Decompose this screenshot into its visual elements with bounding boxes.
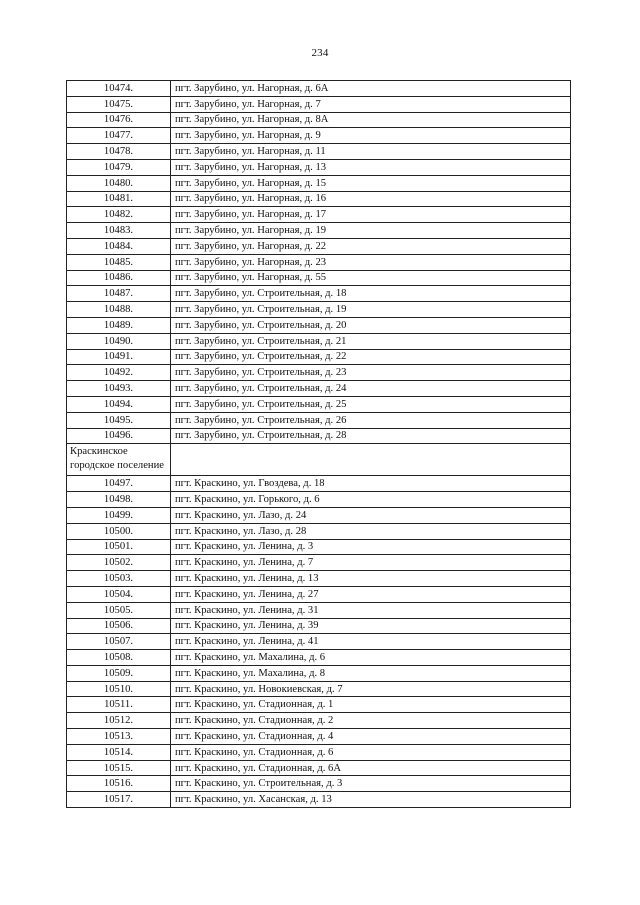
- table-row: [67, 507, 571, 523]
- row-number: 10514.: [67, 744, 171, 760]
- row-address: пгт. Зарубино, ул. Нагорная, д. 22: [171, 238, 571, 254]
- row-number: 10510.: [67, 681, 171, 697]
- row-number: 10498.: [67, 492, 171, 508]
- table-row: [67, 286, 571, 302]
- row-address: пгт. Краскино, ул. Стадионная, д. 2: [171, 713, 571, 729]
- row-number: 10494.: [67, 396, 171, 412]
- row-address: пгт. Зарубино, ул. Строительная, д. 23: [171, 365, 571, 381]
- row-address: пгт. Зарубино, ул. Нагорная, д. 16: [171, 191, 571, 207]
- row-number: 10504.: [67, 586, 171, 602]
- row-number: 10489.: [67, 317, 171, 333]
- row-number: 10483.: [67, 223, 171, 239]
- table-row: [67, 729, 571, 745]
- row-number: 10517.: [67, 792, 171, 808]
- row-number: 10506.: [67, 618, 171, 634]
- row-address: пгт. Краскино, ул. Махалина, д. 6: [171, 650, 571, 666]
- row-number: 10505.: [67, 602, 171, 618]
- row-number: 10493.: [67, 381, 171, 397]
- row-number: 10515.: [67, 760, 171, 776]
- row-address: пгт. Краскино, ул. Стадионная, д. 6А: [171, 760, 571, 776]
- row-address: пгт. Краскино, ул. Гвоздева, д. 18: [171, 476, 571, 492]
- table-body-zarubino: [67, 81, 571, 444]
- row-number: 10475.: [67, 96, 171, 112]
- table-row: [67, 381, 571, 397]
- row-address: пгт. Краскино, ул. Ленина, д. 13: [171, 571, 571, 587]
- table-row: [67, 650, 571, 666]
- row-address: пгт. Зарубино, ул. Строительная, д. 18: [171, 286, 571, 302]
- row-address: пгт. Краскино, ул. Ленина, д. 31: [171, 602, 571, 618]
- row-address: пгт. Зарубино, ул. Строительная, д. 25: [171, 396, 571, 412]
- row-address: пгт. Краскино, ул. Ленина, д. 39: [171, 618, 571, 634]
- table-row: [67, 159, 571, 175]
- row-number: 10516.: [67, 776, 171, 792]
- table-row: [67, 428, 571, 444]
- row-address: пгт. Краскино, ул. Ленина, д. 27: [171, 586, 571, 602]
- table-row: [67, 302, 571, 318]
- row-address: пгт. Зарубино, ул. Строительная, д. 28: [171, 428, 571, 444]
- row-number: 10507.: [67, 634, 171, 650]
- row-address: пгт. Зарубино, ул. Нагорная, д. 8А: [171, 112, 571, 128]
- row-number: 10502.: [67, 555, 171, 571]
- table-row: [67, 396, 571, 412]
- row-number: 10484.: [67, 238, 171, 254]
- table-row: [67, 555, 571, 571]
- page-number: 234: [311, 47, 329, 59]
- table-row: [67, 317, 571, 333]
- row-address: пгт. Зарубино, ул. Строительная, д. 22: [171, 349, 571, 365]
- table-row: [67, 618, 571, 634]
- table-row: [67, 96, 571, 112]
- row-address: пгт. Зарубино, ул. Нагорная, д. 11: [171, 144, 571, 160]
- row-address: пгт. Краскино, ул. Махалина, д. 8: [171, 665, 571, 681]
- row-number: 10486.: [67, 270, 171, 286]
- row-address: пгт. Краскино, ул. Ленина, д. 41: [171, 634, 571, 650]
- table-row: [67, 365, 571, 381]
- row-address: пгт. Зарубино, ул. Нагорная, д. 15: [171, 175, 571, 191]
- row-number: 10476.: [67, 112, 171, 128]
- row-number: 10479.: [67, 159, 171, 175]
- row-number: 10499.: [67, 507, 171, 523]
- table-row: [67, 191, 571, 207]
- table-row: [67, 175, 571, 191]
- row-address: пгт. Зарубино, ул. Нагорная, д. 55: [171, 270, 571, 286]
- row-address: пгт. Зарубино, ул. Нагорная, д. 19: [171, 223, 571, 239]
- row-number: 10496.: [67, 428, 171, 444]
- row-number: 10490.: [67, 333, 171, 349]
- table-row: [67, 713, 571, 729]
- row-address: пгт. Краскино, ул. Лазо, д. 24: [171, 507, 571, 523]
- table-row: [67, 270, 571, 286]
- table-row: [67, 697, 571, 713]
- table-row: [67, 333, 571, 349]
- table-row: [67, 571, 571, 587]
- row-number: 10497.: [67, 476, 171, 492]
- row-number: 10487.: [67, 286, 171, 302]
- row-number: 10509.: [67, 665, 171, 681]
- table-row: [67, 412, 571, 428]
- table-row: [67, 792, 571, 808]
- table-row: [67, 744, 571, 760]
- row-number: 10485.: [67, 254, 171, 270]
- table-row: [67, 586, 571, 602]
- row-number: 10491.: [67, 349, 171, 365]
- row-address: пгт. Краскино, ул. Стадионная, д. 4: [171, 729, 571, 745]
- row-number: 10501.: [67, 539, 171, 555]
- row-address: пгт. Краскино, ул. Ленина, д. 3: [171, 539, 571, 555]
- row-address: пгт. Краскино, ул. Хасанская, д. 13: [171, 792, 571, 808]
- row-address: пгт. Зарубино, ул. Нагорная, д. 17: [171, 207, 571, 223]
- row-address: пгт. Зарубино, ул. Нагорная, д. 9: [171, 128, 571, 144]
- row-address: пгт. Зарубино, ул. Строительная, д. 20: [171, 317, 571, 333]
- row-address: пгт. Зарубино, ул. Нагорная, д. 23: [171, 254, 571, 270]
- row-number: 10513.: [67, 729, 171, 745]
- table-section: [67, 444, 571, 476]
- row-address: пгт. Зарубино, ул. Строительная, д. 21: [171, 333, 571, 349]
- table-row: [67, 476, 571, 492]
- row-address: пгт. Краскино, ул. Горького, д. 6: [171, 492, 571, 508]
- row-address: пгт. Краскино, ул. Лазо, д. 28: [171, 523, 571, 539]
- row-address: пгт. Краскино, ул. Ленина, д. 7: [171, 555, 571, 571]
- row-address: пгт. Зарубино, ул. Нагорная, д. 6А: [171, 81, 571, 97]
- row-number: 10477.: [67, 128, 171, 144]
- row-number: 10503.: [67, 571, 171, 587]
- row-address: пгт. Зарубино, ул. Строительная, д. 24: [171, 381, 571, 397]
- row-address: пгт. Краскино, ул. Стадионная, д. 1: [171, 697, 571, 713]
- address-table: [66, 80, 571, 808]
- table-row: [67, 602, 571, 618]
- table-row: [67, 207, 571, 223]
- table-row: [67, 349, 571, 365]
- table-row: [67, 112, 571, 128]
- row-number: 10474.: [67, 81, 171, 97]
- table-row: [67, 238, 571, 254]
- row-address: пгт. Зарубино, ул. Строительная, д. 26: [171, 412, 571, 428]
- table-row: [67, 144, 571, 160]
- row-number: 10481.: [67, 191, 171, 207]
- row-number: 10478.: [67, 144, 171, 160]
- section-row: [67, 444, 571, 476]
- row-number: 10480.: [67, 175, 171, 191]
- table-row: [67, 492, 571, 508]
- row-number: 10495.: [67, 412, 171, 428]
- table-row: [67, 776, 571, 792]
- table-row: [67, 128, 571, 144]
- section-title: Краскинское городское поселение: [67, 444, 171, 476]
- table-row: [67, 760, 571, 776]
- table-row: [67, 81, 571, 97]
- row-number: 10500.: [67, 523, 171, 539]
- row-address: пгт. Зарубино, ул. Нагорная, д. 7: [171, 96, 571, 112]
- table-row: [67, 539, 571, 555]
- section-empty-cell: [171, 444, 571, 476]
- row-number: 10511.: [67, 697, 171, 713]
- row-address: пгт. Краскино, ул. Новокиевская, д. 7: [171, 681, 571, 697]
- row-number: 10488.: [67, 302, 171, 318]
- table-row: [67, 223, 571, 239]
- table-row: [67, 634, 571, 650]
- row-address: пгт. Краскино, ул. Стадионная, д. 6: [171, 744, 571, 760]
- row-address: пгт. Зарубино, ул. Строительная, д. 19: [171, 302, 571, 318]
- row-number: 10508.: [67, 650, 171, 666]
- row-number: 10492.: [67, 365, 171, 381]
- row-number: 10512.: [67, 713, 171, 729]
- row-address: пгт. Зарубино, ул. Нагорная, д. 13: [171, 159, 571, 175]
- table-row: [67, 523, 571, 539]
- row-address: пгт. Краскино, ул. Строительная, д. 3: [171, 776, 571, 792]
- table-body-kraskino: [67, 476, 571, 808]
- row-number: 10482.: [67, 207, 171, 223]
- table-row: [67, 665, 571, 681]
- table-row: [67, 254, 571, 270]
- table-row: [67, 681, 571, 697]
